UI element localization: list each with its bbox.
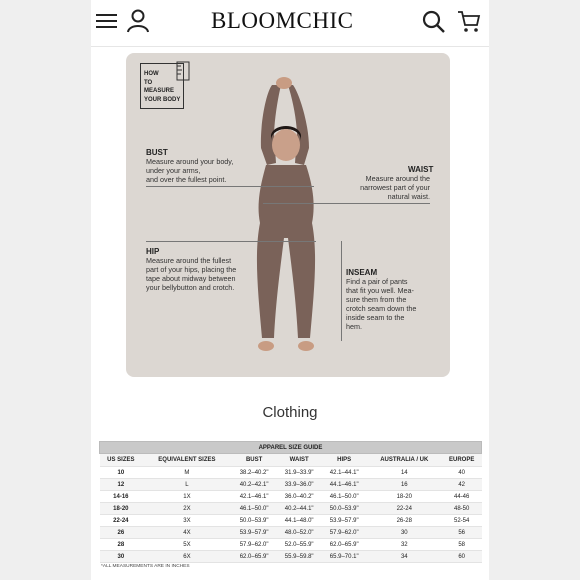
table-cell: 57.9–62.0" bbox=[322, 527, 367, 539]
table-cell: 48.0–52.0" bbox=[277, 527, 322, 539]
table-row bbox=[100, 527, 482, 539]
header-cell: BUST bbox=[232, 454, 277, 467]
page bbox=[91, 0, 489, 580]
table-row bbox=[100, 539, 482, 551]
table-cell: 58 bbox=[442, 539, 482, 551]
hip-title: HIP bbox=[146, 247, 160, 256]
table-cell: 48-50 bbox=[442, 503, 482, 515]
table-row bbox=[100, 491, 482, 503]
measurement-guide bbox=[126, 53, 450, 377]
table-cell: 6X bbox=[142, 551, 231, 563]
table-cell: 28 bbox=[100, 539, 143, 551]
table-cell: 44.1–46.1" bbox=[322, 479, 367, 491]
bust-line bbox=[146, 186, 314, 187]
table-cell: 42.1–46.1" bbox=[232, 491, 277, 503]
table-cell: 5X bbox=[142, 539, 231, 551]
waist-title: WAIST bbox=[408, 165, 434, 174]
table-cell: 50.0–53.9" bbox=[322, 503, 367, 515]
table-row bbox=[100, 467, 482, 479]
table-cell: 42 bbox=[442, 479, 482, 491]
table-cell: 33.9–36.0" bbox=[277, 479, 322, 491]
table-cell: 22-24 bbox=[367, 503, 442, 515]
bust-title: BUST bbox=[146, 148, 168, 157]
table-row bbox=[100, 479, 482, 491]
table-cell: 3X bbox=[142, 515, 231, 527]
header-cell: WAIST bbox=[277, 454, 322, 467]
header-cell: AUSTRALIA / UK bbox=[367, 454, 442, 467]
table-cell: 65.9–70.1" bbox=[322, 551, 367, 563]
table-cell: 53.9–57.9" bbox=[322, 515, 367, 527]
header-cell: US SIZES bbox=[100, 454, 143, 467]
table-cell: 56 bbox=[442, 527, 482, 539]
size-table bbox=[99, 441, 482, 563]
table-cell: 52.0–55.9" bbox=[277, 539, 322, 551]
table-cell: 2X bbox=[142, 503, 231, 515]
table-caption: APPAREL SIZE GUIDE bbox=[100, 442, 482, 454]
table-cell: 22-24 bbox=[100, 515, 143, 527]
table-cell: 30 bbox=[100, 551, 143, 563]
table-cell: 52-54 bbox=[442, 515, 482, 527]
table-cell: M bbox=[142, 467, 231, 479]
table-cell: L bbox=[142, 479, 231, 491]
bust-description: Measure around your body, under your arms, and over the fullest point. bbox=[146, 157, 234, 184]
table-cell: 1X bbox=[142, 491, 231, 503]
hip-description: Measure around the fullest part of your hips, placing the tape about midway between your bellybutton and crotch. bbox=[146, 256, 237, 292]
table-row bbox=[100, 503, 482, 515]
table-cell: 50.0–53.9" bbox=[232, 515, 277, 527]
table-cell: 46.1–50.0" bbox=[232, 503, 277, 515]
table-cell: 60 bbox=[442, 551, 482, 563]
table-row bbox=[100, 551, 482, 563]
table-cell: 14-16 bbox=[100, 491, 143, 503]
table-cell: 44-46 bbox=[442, 491, 482, 503]
waist-description: Measure around the narrowest part of your natural waist. bbox=[360, 174, 430, 201]
table-cell: 44.1–48.0" bbox=[277, 515, 322, 527]
table-cell: 14 bbox=[367, 467, 442, 479]
table-cell: 34 bbox=[367, 551, 442, 563]
table-cell: 4X bbox=[142, 527, 231, 539]
table-cell: 36.0–40.2" bbox=[277, 491, 322, 503]
table-header-row bbox=[100, 454, 482, 467]
cart-icon[interactable] bbox=[457, 10, 481, 34]
table-cell: 31.9–33.9" bbox=[277, 467, 322, 479]
table-cell: 46.1–50.0" bbox=[322, 491, 367, 503]
user-icon[interactable] bbox=[127, 9, 149, 33]
table-cell: 38.2–40.2" bbox=[232, 467, 277, 479]
hip-line bbox=[146, 241, 316, 242]
table-row bbox=[100, 515, 482, 527]
inseam-description: Find a pair of pants that fit you well. Mea- sure them from the crotch seam down the inside seam to the hem. bbox=[346, 277, 417, 331]
footnote: *ALL MEASUREMENTS ARE IN INCHES bbox=[101, 564, 190, 569]
table-cell: 16 bbox=[367, 479, 442, 491]
table-cell: 32 bbox=[367, 539, 442, 551]
table-cell: 62.0–65.9" bbox=[322, 539, 367, 551]
table-cell: 42.1–44.1" bbox=[322, 467, 367, 479]
menu-icon[interactable] bbox=[96, 13, 117, 30]
table-cell: 30 bbox=[367, 527, 442, 539]
waist-line bbox=[263, 203, 430, 204]
table-cell: 55.9–59.8" bbox=[277, 551, 322, 563]
table-cell: 53.9–57.9" bbox=[232, 527, 277, 539]
header-cell: EQUIVALENT SIZES bbox=[142, 454, 231, 467]
table-cell: 12 bbox=[100, 479, 143, 491]
table-cell: 62.0–65.9" bbox=[232, 551, 277, 563]
inseam-title: INSEAM bbox=[346, 268, 378, 277]
header-cell: HIPS bbox=[322, 454, 367, 467]
table-cell: 40 bbox=[442, 467, 482, 479]
table-cell: 18-20 bbox=[367, 491, 442, 503]
how-to-measure-badge: HOW TO MEASURE YOUR BODY bbox=[140, 63, 184, 109]
search-icon[interactable] bbox=[422, 10, 446, 34]
table-cell: 26-28 bbox=[367, 515, 442, 527]
table-cell: 26 bbox=[100, 527, 143, 539]
brand-logo[interactable]: BLOOMCHIC bbox=[211, 8, 354, 33]
table-cell: 10 bbox=[100, 467, 143, 479]
header bbox=[91, 0, 489, 47]
inseam-line bbox=[341, 241, 342, 341]
table-cell: 40.2–44.1" bbox=[277, 503, 322, 515]
table-cell: 18-20 bbox=[100, 503, 143, 515]
header-cell: EUROPE bbox=[442, 454, 482, 467]
table-cell: 57.9–62.0" bbox=[232, 539, 277, 551]
table-cell: 40.2–42.1" bbox=[232, 479, 277, 491]
section-title: Clothing bbox=[262, 404, 318, 421]
